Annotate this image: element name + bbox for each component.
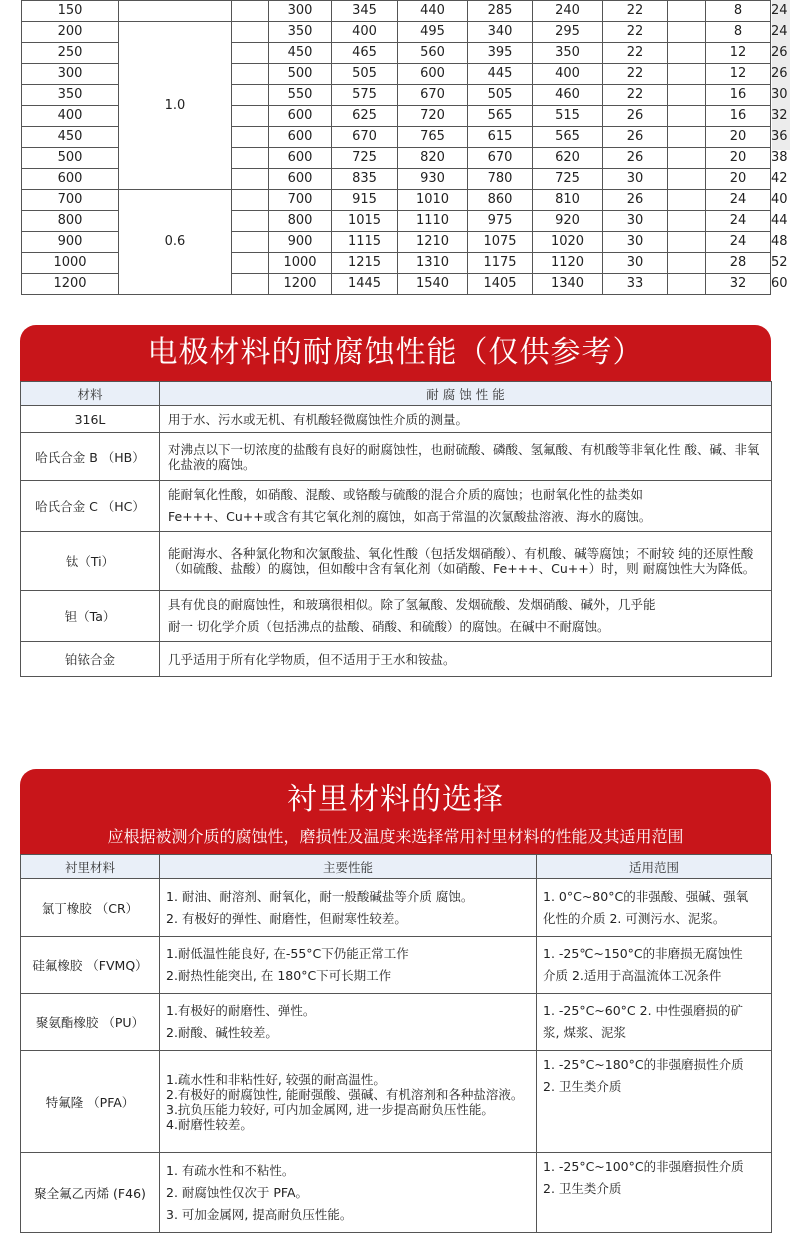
range-cell bbox=[537, 879, 772, 937]
dim-cell: 620 bbox=[533, 148, 603, 169]
dim-cell: 1540 bbox=[398, 274, 468, 295]
property-cell bbox=[160, 591, 772, 642]
dim-cell: 400 bbox=[533, 64, 603, 85]
dim-cell: 670 bbox=[332, 127, 398, 148]
performance-line: 1. 有疏水性和不粘性。 bbox=[166, 1162, 295, 1178]
performance-cell bbox=[160, 937, 537, 994]
range-line: 1. -25℃~150°C的非磨损无腐蚀性 bbox=[543, 946, 743, 961]
dimension-row: 700 0.6 700 915 1010 860 810 26 24 40 bbox=[22, 190, 771, 211]
dim-cell: 32 bbox=[706, 274, 771, 295]
header-performance: 主要性能 bbox=[160, 855, 537, 879]
spacer-cell bbox=[232, 127, 269, 148]
spacer-cell bbox=[668, 169, 706, 190]
dim-cell: 860 bbox=[468, 190, 533, 211]
dim-cell: 765 bbox=[398, 127, 468, 148]
property-line: 化盐液的腐蚀。 bbox=[168, 456, 256, 472]
dim-cell: 26 bbox=[603, 190, 668, 211]
dim-cell: 600 bbox=[269, 127, 332, 148]
dim-cell: 920 bbox=[533, 211, 603, 232]
dim-cell: 975 bbox=[468, 211, 533, 232]
spacer-cell bbox=[232, 148, 269, 169]
performance-line: 1.疏水性和非粘性好, 较强的耐高温性。 bbox=[166, 1071, 386, 1087]
spacer-cell bbox=[232, 106, 269, 127]
performance-line: 2.耐热性能突出, 在 180°C下可长期工作 bbox=[166, 968, 392, 983]
dim-cell: 24 bbox=[706, 190, 771, 211]
corrosion-row bbox=[21, 481, 772, 532]
dim-cell: 240 bbox=[533, 1, 603, 22]
dim-cell: 1200 bbox=[269, 274, 332, 295]
dim-cell: 12 bbox=[706, 43, 771, 64]
dim-cell: 1110 bbox=[398, 211, 468, 232]
dim-cell: 295 bbox=[533, 22, 603, 43]
dim-cell: 600 bbox=[269, 106, 332, 127]
dim-cell: 22 bbox=[603, 85, 668, 106]
dim-cell: 560 bbox=[398, 43, 468, 64]
spacer-cell bbox=[668, 85, 706, 106]
dim-cell: 12 bbox=[706, 64, 771, 85]
dim-cell: 24 bbox=[706, 232, 771, 253]
lining-material-cell: 聚全氟乙丙烯 (F46) bbox=[21, 1153, 160, 1233]
dim-cell: 615 bbox=[468, 127, 533, 148]
dimension-row: 1000 1000 1215 1310 1175 1120 30 28 52 bbox=[22, 253, 771, 274]
header-lining-material: 衬里材料 bbox=[21, 855, 160, 879]
dn-cell: 150 bbox=[22, 1, 119, 22]
dim-cell: 780 bbox=[468, 169, 533, 190]
dim-cell: 450 bbox=[269, 43, 332, 64]
dim-cell: 600 bbox=[269, 148, 332, 169]
spacer-cell bbox=[668, 22, 706, 43]
dim-cell: 800 bbox=[269, 211, 332, 232]
dim-cell: 400 bbox=[332, 22, 398, 43]
range-line: 浆, 煤浆、泥浆 bbox=[543, 1025, 626, 1040]
dim-cell: 670 bbox=[468, 148, 533, 169]
dimension-row: 900 900 1115 1210 1075 1020 30 24 48 bbox=[22, 232, 771, 253]
spacer-cell bbox=[232, 253, 269, 274]
dim-cell: 930 bbox=[398, 169, 468, 190]
lining-row bbox=[21, 994, 772, 1051]
dim-cell: 1000 bbox=[269, 253, 332, 274]
dim-cell: 30 bbox=[603, 169, 668, 190]
dim-cell: 340 bbox=[468, 22, 533, 43]
header-range: 适用范围 bbox=[537, 855, 772, 879]
lining-material-cell: 硅氟橡胶 （FVMQ） bbox=[21, 937, 160, 994]
performance-line: 1.耐低温性能良好, 在-55°C下仍能正常工作 bbox=[166, 946, 409, 961]
spacer-cell bbox=[668, 106, 706, 127]
corrosion-row bbox=[21, 591, 772, 642]
dim-cell: 300 bbox=[269, 1, 332, 22]
property-cell bbox=[160, 532, 772, 591]
lining-row bbox=[21, 937, 772, 994]
dim-cell: 20 bbox=[706, 127, 771, 148]
dn-cell: 800 bbox=[22, 211, 119, 232]
material-cell: 钽（Ta） bbox=[21, 591, 160, 642]
lining-table bbox=[20, 854, 772, 1233]
dim-cell: 1075 bbox=[468, 232, 533, 253]
dim-cell: 1445 bbox=[332, 274, 398, 295]
dim-cell: 16 bbox=[706, 106, 771, 127]
property-line: 用于水、污水或无机、有机酸轻微腐蚀性介质的测量。 bbox=[168, 411, 469, 427]
dim-cell: 445 bbox=[468, 64, 533, 85]
property-cell bbox=[160, 406, 772, 433]
dim-cell: 900 bbox=[269, 232, 332, 253]
range-cell bbox=[537, 937, 772, 994]
corrosion-row bbox=[21, 642, 772, 677]
dim-cell: 350 bbox=[269, 22, 332, 43]
dim-cell: 395 bbox=[468, 43, 533, 64]
range-line: 1. -25°C~100°C的非强磨损性介质 bbox=[543, 1159, 744, 1174]
spacer-cell bbox=[232, 190, 269, 211]
dim-cell: 720 bbox=[398, 106, 468, 127]
spacer-cell bbox=[668, 127, 706, 148]
lining-title: 衬里材料的选择 bbox=[287, 782, 504, 817]
dim-cell: 600 bbox=[398, 64, 468, 85]
dim-cell: 440 bbox=[398, 1, 468, 22]
property-line: 能耐氧化性酸，如硝酸、混酸、或铬酸与硫酸的混合介质的腐蚀；也耐氧化性的盐类如 bbox=[168, 487, 644, 502]
spacer-cell bbox=[232, 232, 269, 253]
material-cell: 钛（Ti） bbox=[21, 532, 160, 591]
dimension-row: 1200 1200 1445 1540 1405 1340 33 32 60 bbox=[22, 274, 771, 295]
dim-cell: 20 bbox=[706, 169, 771, 190]
dim-cell: 915 bbox=[332, 190, 398, 211]
performance-line: 2. 有极好的弹性、耐磨性，但耐寒性较差。 bbox=[166, 910, 407, 926]
dn-cell: 1000 bbox=[22, 253, 119, 274]
range-line: 介质 2.适用于高温流体工况条件 bbox=[543, 968, 722, 983]
property-line: 具有优良的耐腐蚀性，和玻璃很相似。除了氢氟酸、发烟硫酸、发烟硝酸、碱外，几乎能 bbox=[168, 597, 656, 612]
range-line: 1. -25°C~60°C 2. 中性强磨损的矿 bbox=[543, 1003, 744, 1018]
spacer-cell bbox=[668, 274, 706, 295]
spacer-cell bbox=[232, 211, 269, 232]
dim-cell: 500 bbox=[269, 64, 332, 85]
dn-cell: 500 bbox=[22, 148, 119, 169]
dim-cell: 600 bbox=[269, 169, 332, 190]
dn-cell: 700 bbox=[22, 190, 119, 211]
dim-cell: 30 bbox=[603, 211, 668, 232]
dn-cell: 350 bbox=[22, 85, 119, 106]
performance-cell bbox=[160, 879, 537, 937]
dim-cell: 625 bbox=[332, 106, 398, 127]
dim-cell: 22 bbox=[603, 1, 668, 22]
spacer-cell bbox=[668, 190, 706, 211]
dim-cell: 20 bbox=[706, 148, 771, 169]
dim-cell: 26 bbox=[603, 106, 668, 127]
dimension-table bbox=[21, 0, 788, 295]
dn-cell: 200 bbox=[22, 22, 119, 43]
dim-cell: 30 bbox=[603, 232, 668, 253]
spacer-cell bbox=[668, 1, 706, 22]
dim-cell: 33 bbox=[603, 274, 668, 295]
dim-cell: 24 bbox=[706, 211, 771, 232]
dim-cell: 505 bbox=[332, 64, 398, 85]
dim-cell: 1175 bbox=[468, 253, 533, 274]
performance-line: 3.抗负压能力较好, 可内加金属网, 进一步提高耐负压性能。 bbox=[166, 1101, 494, 1117]
dim-cell: 8 bbox=[706, 22, 771, 43]
lining-row bbox=[21, 879, 772, 937]
performance-line: 1.有极好的耐磨性、弹性。 bbox=[166, 1003, 316, 1018]
dim-cell: 1120 bbox=[533, 253, 603, 274]
property-cell bbox=[160, 481, 772, 532]
property-line: 能耐海水、各种氯化物和次氯酸盐、氧化性酸（包括发烟硝酸）、有机酸、碱等腐蚀；不耐较 纯的还原性酸（如硫酸、盐酸）的腐蚀，但如酸中含有氧化剂（如硝酸、Fe+++、Cu++）时，则 耐腐蚀性大为降低。 bbox=[168, 546, 756, 576]
dim-cell: 460 bbox=[533, 85, 603, 106]
corrosion-table bbox=[20, 381, 772, 677]
dimension-row: 600 600 835 930 780 725 30 20 42 bbox=[22, 169, 771, 190]
dimension-row bbox=[22, 22, 771, 43]
dim-cell: 285 bbox=[468, 1, 533, 22]
dim-cell: 1115 bbox=[332, 232, 398, 253]
performance-line: 2.有极好的耐腐蚀性, 能耐强酸、强碱、有机溶剂和各种盐溶液。 bbox=[166, 1086, 524, 1102]
dim-cell: 22 bbox=[603, 43, 668, 64]
spacer-cell bbox=[232, 85, 269, 106]
range-line: 1. 0°C~80°C的非强酸、强碱、强氧 bbox=[543, 888, 749, 904]
header-property: 耐 腐 蚀 性 能 bbox=[160, 382, 772, 406]
range-line: 1. -25°C~180°C的非强磨损性介质 bbox=[543, 1057, 744, 1072]
range-cell bbox=[537, 1153, 772, 1233]
dim-cell: 725 bbox=[332, 148, 398, 169]
dim-cell: 725 bbox=[533, 169, 603, 190]
dim-cell: 1215 bbox=[332, 253, 398, 274]
performance-line: 2.耐酸、碱性较差。 bbox=[166, 1025, 278, 1040]
lining-material-cell: 聚氨酯橡胶 （PU） bbox=[21, 994, 160, 1051]
dn-cell: 450 bbox=[22, 127, 119, 148]
dim-cell: 1310 bbox=[398, 253, 468, 274]
spacer-cell bbox=[668, 253, 706, 274]
spacer-cell bbox=[668, 43, 706, 64]
dim-cell: 700 bbox=[269, 190, 332, 211]
property-line: 对沸点以下一切浓度的盐酸有良好的耐腐蚀性，也耐硫酸、磷酸、氢氟酸、有机酸等非氧化性 酸、碱、非氧 bbox=[168, 441, 760, 457]
dim-cell: 1405 bbox=[468, 274, 533, 295]
dim-cell: 30 bbox=[603, 253, 668, 274]
spacer-cell bbox=[232, 274, 269, 295]
spacer-cell bbox=[668, 211, 706, 232]
dimension-row: 800 800 1015 1110 975 920 30 24 44 bbox=[22, 211, 771, 232]
range-line: 2. 卫生类介质 bbox=[543, 1181, 622, 1196]
dim-cell: 345 bbox=[332, 1, 398, 22]
corrosion-row bbox=[21, 433, 772, 481]
dim-cell: 16 bbox=[706, 85, 771, 106]
spacer-cell bbox=[668, 148, 706, 169]
dim-cell: 670 bbox=[398, 85, 468, 106]
corrosion-title: 电极材料的耐腐蚀性能（仅供参考） bbox=[147, 335, 644, 370]
corrosion-banner bbox=[20, 325, 771, 381]
dim-cell: 820 bbox=[398, 148, 468, 169]
dim-cell: 1210 bbox=[398, 232, 468, 253]
range-cell bbox=[537, 994, 772, 1051]
spacer-cell bbox=[232, 64, 269, 85]
pressure-cell bbox=[119, 1, 232, 22]
spacer-cell bbox=[232, 1, 269, 22]
dim-cell: 1340 bbox=[533, 274, 603, 295]
lining-row bbox=[21, 1153, 772, 1233]
dim-cell: 28 bbox=[706, 253, 771, 274]
material-cell: 哈氏合金 C （HC） bbox=[21, 481, 160, 532]
material-cell: 铂铱合金 bbox=[21, 642, 160, 677]
property-line: 几乎适用于所有化学物质，但不适用于王水和铵盐。 bbox=[168, 651, 456, 667]
dim-cell: 8 bbox=[706, 1, 771, 22]
spacer-cell bbox=[668, 64, 706, 85]
corrosion-row bbox=[21, 406, 772, 433]
performance-line: 2. 耐腐蚀性仅次于 PFA。 bbox=[166, 1184, 309, 1200]
performance-line: 3. 可加金属网, 提高耐负压性能。 bbox=[166, 1206, 353, 1222]
dim-cell: 505 bbox=[468, 85, 533, 106]
performance-line: 1. 耐油、耐溶剂、耐氧化，耐一般酸碱盐等介质 腐蚀。 bbox=[166, 888, 474, 904]
dim-cell: 26 bbox=[603, 127, 668, 148]
dim-cell: 350 bbox=[533, 43, 603, 64]
performance-cell bbox=[160, 1051, 537, 1153]
dim-cell: 550 bbox=[269, 85, 332, 106]
spacer-cell bbox=[232, 22, 269, 43]
lining-material-cell: 特氟隆 （PFA） bbox=[21, 1051, 160, 1153]
range-line: 2. 卫生类介质 bbox=[543, 1079, 622, 1094]
dim-cell: 575 bbox=[332, 85, 398, 106]
pressure-cell: 1.0 bbox=[119, 22, 232, 190]
dim-cell: 565 bbox=[533, 127, 603, 148]
dn-cell: 400 bbox=[22, 106, 119, 127]
dim-cell: 1010 bbox=[398, 190, 468, 211]
material-cell: 哈氏合金 B （HB） bbox=[21, 433, 160, 481]
lining-row bbox=[21, 1051, 772, 1153]
performance-cell bbox=[160, 994, 537, 1051]
spacer-cell bbox=[668, 232, 706, 253]
lining-material-cell: 氯丁橡胶 （CR） bbox=[21, 879, 160, 937]
dn-cell: 300 bbox=[22, 64, 119, 85]
dn-cell: 250 bbox=[22, 43, 119, 64]
property-line: 耐一 切化学介质（包括沸点的盐酸、硝酸、和硫酸）的腐蚀。在碱中不耐腐蚀。 bbox=[168, 619, 610, 634]
spacer-cell bbox=[232, 169, 269, 190]
dn-cell: 900 bbox=[22, 232, 119, 253]
dim-cell: 22 bbox=[603, 22, 668, 43]
range-cell bbox=[537, 1051, 772, 1153]
dim-cell: 810 bbox=[533, 190, 603, 211]
property-cell bbox=[160, 433, 772, 481]
dimension-row: 500 600 725 820 670 620 26 20 38 bbox=[22, 148, 771, 169]
dim-cell: 22 bbox=[603, 64, 668, 85]
dim-cell: 565 bbox=[468, 106, 533, 127]
spacer-cell bbox=[232, 43, 269, 64]
dim-cell: 1015 bbox=[332, 211, 398, 232]
dimension-row bbox=[22, 1, 771, 22]
lining-subtitle: 应根据被测介质的腐蚀性，磨损性及温度来选择常用衬里材料的性能及其适用范围 bbox=[107, 827, 684, 846]
dim-cell: 26 bbox=[603, 148, 668, 169]
pressure-cell: 0.6 bbox=[119, 190, 232, 295]
lining-banner bbox=[20, 769, 771, 854]
range-line: 化性的介质 2. 可测污水、泥浆。 bbox=[543, 910, 726, 926]
property-cell bbox=[160, 642, 772, 677]
material-cell: 316L bbox=[21, 406, 160, 433]
performance-cell bbox=[160, 1153, 537, 1233]
performance-line: 4.耐磨性较差。 bbox=[166, 1116, 253, 1132]
dim-cell: 495 bbox=[398, 22, 468, 43]
dn-cell: 600 bbox=[22, 169, 119, 190]
dn-cell: 1200 bbox=[22, 274, 119, 295]
dim-cell: 1020 bbox=[533, 232, 603, 253]
dim-cell: 465 bbox=[332, 43, 398, 64]
property-line: Fe+++、Cu++或含有其它氧化剂的腐蚀，如高于常温的次氯酸盐溶液、海水的腐蚀。 bbox=[168, 509, 652, 524]
corrosion-row bbox=[21, 532, 772, 591]
header-material: 材料 bbox=[21, 382, 160, 406]
dim-cell: 835 bbox=[332, 169, 398, 190]
dim-cell: 515 bbox=[533, 106, 603, 127]
